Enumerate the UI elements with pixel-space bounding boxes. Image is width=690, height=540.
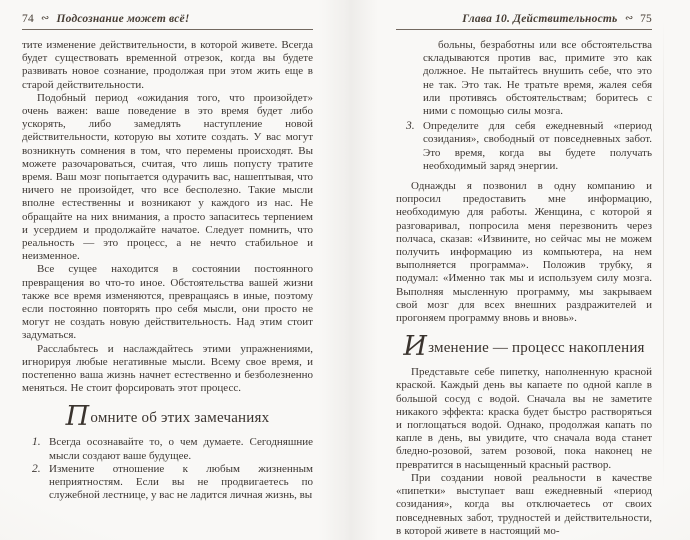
header-ornament-icon: ∾ (40, 12, 51, 25)
left-body-text (22, 39, 313, 395)
left-running-head (22, 13, 313, 30)
section-heading (396, 331, 652, 363)
section-heading-text: омните об этих замечаниях (90, 410, 270, 427)
paragraph: Все сущее находится в состоянии постоянного превращения во что-то иное. Обстоятельства вашей жизни также все время изменяются, превращаясь в иные, поэтому если постоянно повторять про себя мысли, они просто не могут не создать новую действительность. Над этим стоит задуматься. (22, 263, 313, 342)
paragraph: Однажды я позвонил в одну компанию и попросил предоставить мне информацию, необходимую для работы. Женщина, с которой я разговаривал, попросила меня перезвонить через полчаса, сказав: «Извините, но сейчас мы не можем получить информацию из компьютера, на нем выполняется программа». Положив трубку, я подумал: «Именно так мы и используем силу мозга. Выполняя мысленную программу, мы закрываем свой мозг для всех внешних раздражителей и прогоняем программу вновь и вновь». (396, 180, 652, 325)
right-body-text-lower (396, 366, 652, 538)
list-item (396, 120, 652, 173)
page-edge-line (663, 20, 664, 490)
numbered-list (396, 120, 652, 173)
paragraph: При создании новой реальности в качестве «пипетки» выступает ваш ежедневный «период созидания», когда вы отключаетесь от своих повседневных забот, трудностей и действительности, в которой живете в настоящий мо- (396, 471, 652, 537)
paragraph: Расслабьтесь и наслаждайтесь этими упражнениями, игнорируя любые негативные мысли. Всему свое время, и постепенно ваша жизнь начнет естественно и безболезненно меняться. Не стоит форсировать этот процесс. (22, 342, 313, 395)
drop-cap-initial: П (65, 401, 90, 433)
list-item (22, 436, 313, 462)
drop-cap-initial: И (403, 331, 428, 363)
right-running-head (396, 13, 652, 30)
right-body-text (396, 39, 652, 325)
list-item-text: Измените отношение к любым жизненным неприятностям. Если вы не продвигаетесь по служебной лестнице, у вас не ладится личная жизнь, вы (49, 462, 313, 502)
paragraph: Подобный период «ожидания того, что произойдет» очень важен: ваше поведение в это время будет либо ускорять, либо замедлять наступление новой действительности, которую вы хотите создать. У вас могут возникнуть сомнения в том, что перемены происходят. Вы можете разочароваться, считая, что лишь попусту тратите время. Ваш мозг попытается одурачить вас, нашептывая, что ничего не произойдет, что все бесполезно. Такие мысли вполне естественны и возникают у каждого из нас. Не обращайте на них внимания, а просто запаситесь терпением и усердием и продолжайте начатое. Следует помнить, что реальность — это процесс, а не нечто стабильное и неизменное. (22, 91, 313, 263)
left-running-title: Подсознание может всё! (56, 13, 190, 25)
list-item (22, 463, 313, 503)
right-running-title: Глава 10. Действительность (462, 13, 618, 25)
list-item-number: 1. (32, 436, 41, 449)
section-heading (22, 401, 313, 433)
list-item-text: Всегда осознавайте то, о чем думаете. Сегодняшние мысли создают ваше будущее. (49, 436, 313, 462)
list-item-number: 3. (406, 120, 415, 133)
left-page-number: 74 (22, 13, 34, 25)
list-item-number: 2. (32, 462, 41, 475)
numbered-list (22, 436, 313, 502)
page-gutter-shadow (318, 0, 378, 540)
header-ornament-icon: ∾ (623, 12, 634, 25)
list-item-continuation: больны, безработны или все обстоятельства складываются против вас, примите это как должное. Не пытайтесь внушить себе, что это не так. Это так. Не тратьте время, жалея себя или противясь обстоятельствам; боритесь с ними с помощью силы мозга. (423, 39, 652, 118)
right-page (396, 13, 652, 538)
right-page-number: 75 (640, 13, 652, 25)
section-heading-text: зменение — процесс накопления (428, 340, 645, 357)
paragraph: Представьте себе пипетку, наполненную красной краской. Каждый день вы капаете по одной капле в большой сосуд с водой. Сначала вы не заметите никакого эффекта: краска будет быстро растворяться и поглощаться водой. Однако, продолжая капать по капле в день, вы увидите, что сначала вода станет бледно-розовой, затем розовой, пока наконец не превратится в насыщенный красный раствор. (396, 366, 652, 471)
list-item-text: Определите для себя ежедневный «период созидания», свободный от повседневных забот. Это время, когда вы будете получать необходимый заряд энергии. (423, 120, 652, 172)
paragraph: тите изменение действительности, в которой живете. Всегда будет существовать временной отрезок, когда вы будете развивать новое сознание, продолжая при этом жить еще в старой действительности. (22, 39, 313, 91)
left-page (22, 13, 313, 503)
